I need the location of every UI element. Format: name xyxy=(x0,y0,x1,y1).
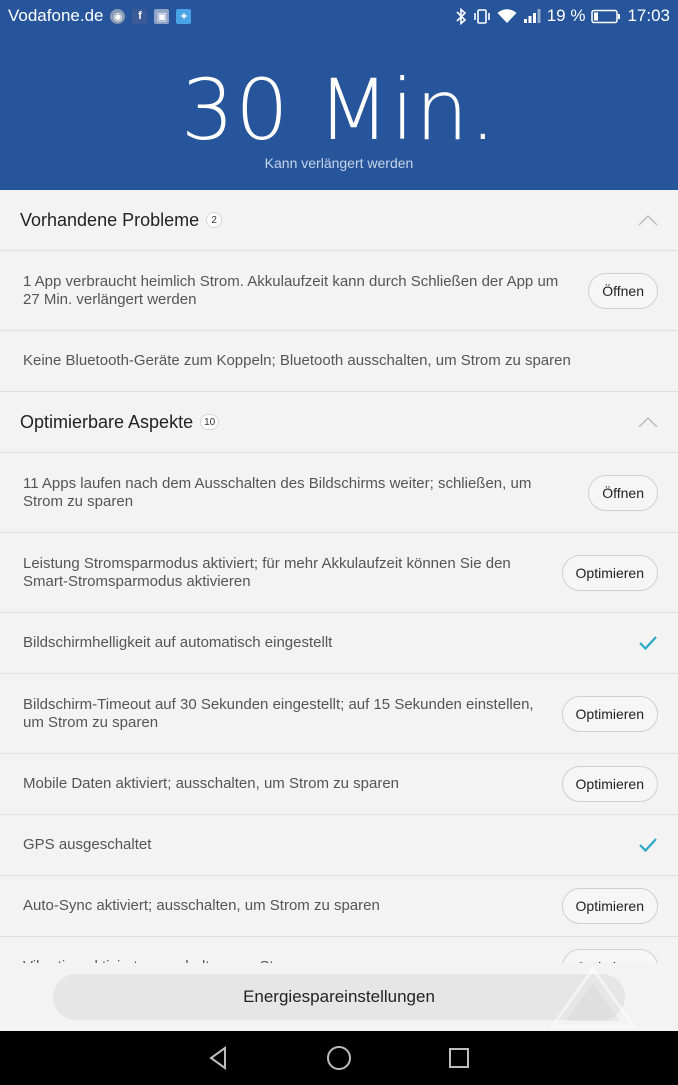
open-button[interactable]: Öffnen xyxy=(588,475,658,511)
section-title: Vorhandene Probleme xyxy=(20,209,200,230)
battery-percent: 19 % xyxy=(546,6,586,25)
home-button[interactable] xyxy=(279,1031,399,1085)
list-item-text: Keine Bluetooth-Geräte zum Koppeln; Bluetooth ausschalten, um Strom zu sparen xyxy=(23,352,571,369)
section-header-problems xyxy=(0,190,678,251)
chevron-up-icon xyxy=(638,214,658,226)
list-item xyxy=(0,331,678,392)
list-item xyxy=(0,754,678,815)
carrier-name: Vodafone.de xyxy=(8,6,104,25)
back-icon xyxy=(207,1046,231,1070)
list-item xyxy=(0,876,678,937)
list-item-text: Bildschirm-Timeout auf 30 Sekunden eingestellt; auf 15 Sekunden einstellen, um Strom zu sparen xyxy=(23,695,534,731)
home-icon xyxy=(326,1045,352,1071)
globe-notification-icon: ◉ xyxy=(110,9,125,24)
checkmark-icon xyxy=(636,833,660,857)
signal-icon xyxy=(523,8,541,24)
optimize-button[interactable]: Optimieren xyxy=(562,766,658,802)
list-item xyxy=(0,613,678,674)
battery-icon xyxy=(591,9,621,24)
count-badge: 10 xyxy=(200,414,219,430)
gallery-icon: ▣ xyxy=(154,9,169,24)
list-item xyxy=(0,674,678,754)
list-item-text: 1 App verbraucht heimlich Strom. Akkulaufzeit kann durch Schließen der App um 27 Min. verlängert werden xyxy=(23,272,559,308)
facebook-icon: f xyxy=(132,9,147,24)
wifi-icon xyxy=(497,8,517,24)
header-banner xyxy=(0,0,678,190)
status-bar xyxy=(0,0,678,32)
list-item-text: GPS ausgeschaltet xyxy=(23,836,152,853)
optimize-button[interactable]: Optimieren xyxy=(562,888,658,924)
navigation-bar xyxy=(0,1031,678,1085)
twitter-icon: ✦ xyxy=(176,9,191,24)
chevron-up-icon xyxy=(638,416,658,428)
checkmark-icon xyxy=(636,631,660,655)
vibrate-icon xyxy=(473,8,491,25)
count-badge: 2 xyxy=(206,212,222,228)
optimization-list[interactable] xyxy=(0,190,678,963)
energy-settings-button[interactable]: Energiespareinstellungen xyxy=(53,974,625,1020)
list-item xyxy=(0,815,678,876)
section-title: Optimierbare Aspekte xyxy=(20,411,194,432)
recents-button[interactable] xyxy=(399,1031,519,1085)
clock: 17:03 xyxy=(627,6,670,25)
optimize-button[interactable]: Optimieren xyxy=(562,696,658,732)
list-item xyxy=(0,453,678,533)
collapse-button[interactable] xyxy=(628,402,668,442)
list-item-text: Auto-Sync aktiviert; ausschalten, um Strom zu sparen xyxy=(23,897,380,914)
recents-icon xyxy=(448,1047,470,1069)
list-item-text: Leistung Stromsparmodus aktiviert; für mehr Akkulaufzeit können Sie den Smart-Stromsparmodus aktivieren xyxy=(23,554,511,590)
battery-time-remaining: 30 Min. xyxy=(180,61,498,159)
watermark-logo-icon xyxy=(548,965,638,1031)
back-button[interactable] xyxy=(159,1031,279,1085)
list-item-text: Bildschirmhelligkeit auf automatisch eingestellt xyxy=(23,634,333,651)
battery-time-subtitle: Kann verlängert werden xyxy=(264,155,414,171)
list-item-text: Mobile Daten aktiviert; ausschalten, um Strom zu sparen xyxy=(23,775,400,792)
optimize-button[interactable]: Optimieren xyxy=(562,555,658,591)
collapse-button[interactable] xyxy=(628,200,668,240)
section-header-optimizable xyxy=(0,392,678,453)
bluetooth-icon xyxy=(455,8,467,25)
open-button[interactable]: Öffnen xyxy=(588,273,658,309)
list-item xyxy=(0,533,678,613)
bottom-bar xyxy=(0,963,678,1031)
list-item-text: 11 Apps laufen nach dem Ausschalten des Bildschirms weiter; schließen, um Strom zu sparen xyxy=(23,474,532,510)
list-item xyxy=(0,251,678,331)
